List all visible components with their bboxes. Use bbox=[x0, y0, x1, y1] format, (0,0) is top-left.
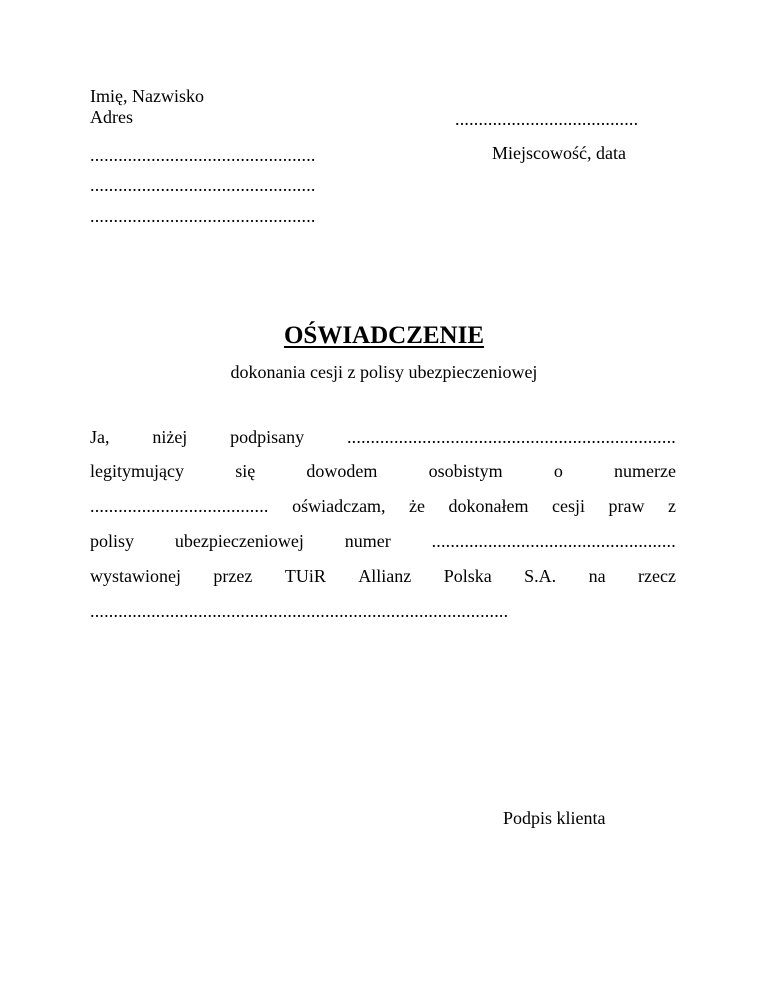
body-word: oświadczam, bbox=[292, 496, 386, 516]
body-word: wystawionej bbox=[90, 566, 181, 586]
policy-number-placeholder-dots: .................................................... bbox=[431, 531, 676, 551]
body-line-4 bbox=[90, 530, 676, 552]
body-word: niżej bbox=[152, 427, 188, 447]
body-word: rzecz bbox=[638, 566, 676, 586]
body-word: że bbox=[409, 496, 426, 516]
body-line-5 bbox=[90, 565, 676, 587]
address-label: Adres bbox=[90, 107, 133, 127]
body-word: podpisany bbox=[230, 427, 305, 447]
body-word: cesji bbox=[551, 496, 585, 516]
name-placeholder-dots: ...................................................................... bbox=[346, 427, 676, 447]
name-label: Imię, Nazwisko bbox=[90, 86, 204, 106]
address-line-1: ................................................ bbox=[90, 145, 316, 165]
place-date-label: Miejscowość, data bbox=[492, 143, 626, 163]
body-line-3 bbox=[90, 495, 676, 517]
body-word: ubezpieczeniowej bbox=[174, 531, 304, 551]
body-word: S.A. bbox=[524, 566, 557, 586]
body-word: o bbox=[553, 461, 563, 481]
body-word: praw bbox=[608, 496, 645, 516]
signature-label: Podpis klienta bbox=[503, 808, 606, 828]
body-word: dokonałem bbox=[448, 496, 529, 516]
address-line-2: ................................................ bbox=[90, 175, 316, 195]
body-word: osobistym bbox=[428, 461, 503, 481]
body-word: przez bbox=[213, 566, 253, 586]
date-placeholder-dots: ....................................... bbox=[455, 109, 639, 129]
body-word: Ja, bbox=[90, 427, 110, 447]
id-number-placeholder-dots: ...................................... bbox=[90, 496, 269, 516]
document-subtitle: dokonania cesji z polisy ubezpieczeniowej bbox=[230, 362, 538, 382]
body-word: dowodem bbox=[306, 461, 378, 481]
body-word: polisy bbox=[90, 531, 135, 551]
body-word: na bbox=[588, 566, 606, 586]
body-word: Allianz bbox=[358, 566, 412, 586]
body-word: się bbox=[235, 461, 256, 481]
body-line-2 bbox=[90, 460, 676, 482]
body-word: numerze bbox=[614, 461, 676, 481]
body-word: Polska bbox=[443, 566, 492, 586]
address-line-3: ................................................ bbox=[90, 206, 316, 226]
body-line-1 bbox=[90, 426, 676, 448]
body-word: TUiR bbox=[284, 566, 326, 586]
body-word: numer bbox=[344, 531, 391, 551]
beneficiary-placeholder-dots: ......................................................................................... bbox=[90, 601, 509, 621]
body-word: z bbox=[667, 496, 676, 516]
document-title: OŚWIADCZENIE bbox=[283, 322, 485, 349]
body-word: legitymujący bbox=[90, 461, 184, 481]
